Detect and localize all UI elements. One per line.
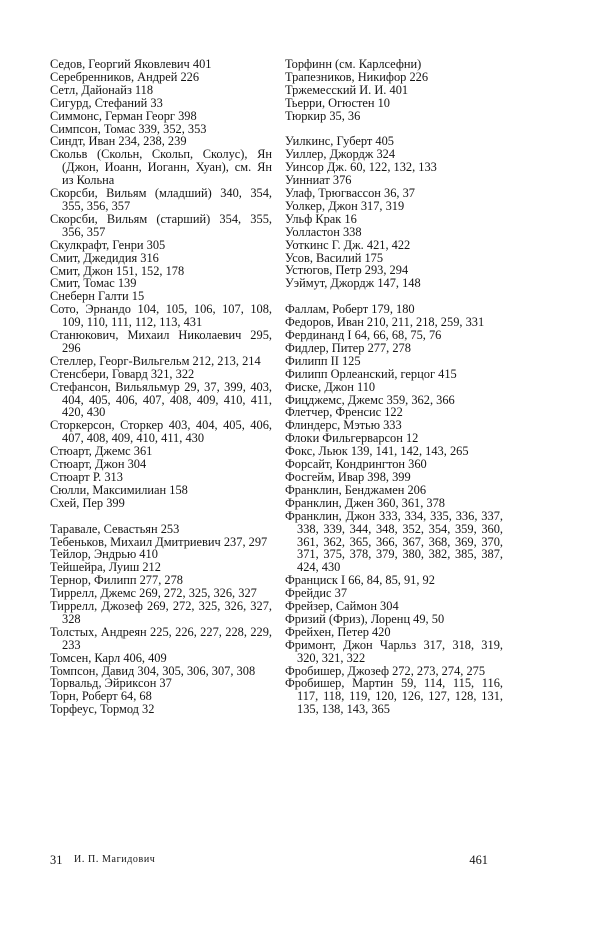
index-entry: Уолластон 338 (285, 224, 362, 239)
index-entry: Скулкрафт, Генри 305 (50, 237, 166, 252)
index-entry: Симмонс, Герман Георг 398 (50, 108, 197, 123)
index-entry: Станюкович, Михаил Николаевич 295, 296 (50, 328, 272, 355)
index-entry: Франклин, Бенджамен 206 (285, 482, 427, 497)
index-entry: Стюарт, Джон 304 (50, 457, 147, 472)
index-entry: Уолкер, Джон 317, 319 (285, 198, 405, 213)
index-entry: Тиррелл, Джозеф 269, 272, 325, 326, 327, 328 (50, 599, 272, 626)
index-entry: Тиррелл, Джемс 269, 272, 325, 326, 327 (50, 586, 257, 601)
index-entry: Фосгейм, Ивар 398, 399 (285, 469, 411, 484)
index-entry: Схей, Пер 399 (50, 495, 125, 510)
index-entry: Тейлор, Эндрью 410 (50, 547, 158, 562)
index-entry: Скорсби, Вильям (младший) 340, 354, 355, 356, 357 (50, 186, 272, 213)
index-entry: Скорсби, Вильям (старший) 354, 355, 356, 357 (50, 211, 272, 239)
index-entry: Уоткинс Г. Дж. 421, 422 (285, 237, 411, 252)
index-entry: Стюарт Р. 313 (50, 470, 123, 484)
index-entry: Торфинн (см. Карлсефни) (285, 57, 422, 71)
page-footer (50, 853, 488, 869)
index-entry: Фицджемс, Джемс 359, 362, 366 (285, 392, 455, 407)
index-entry: Смит, Томас 139 (50, 276, 137, 291)
index-entry: Тржемесский И. И. 401 (285, 82, 409, 97)
index-entry: Флоки Фильгерварсон 12 (285, 431, 419, 446)
index-entry: Сюлли, Максимилиан 158 (50, 482, 188, 497)
index-entry: Фрейхен, Петер 420 (285, 624, 391, 639)
index-entry: Фризий (Фриз), Лоренц 49, 50 (285, 611, 445, 626)
index-entry: Фокс, Льюк 139, 141, 142, 143, 265 (285, 444, 469, 459)
index-entry: Фиске, Джон 110 (285, 379, 376, 394)
index-entry: Толстых, Андреян 225, 226, 227, 228, 229, 233 (50, 624, 272, 652)
signature-number: 31 (50, 853, 63, 867)
index-entry: Уэймут, Джордж 147, 148 (285, 276, 421, 291)
index-entry: Фаллам, Роберт 179, 180 (285, 302, 415, 317)
index-entry: Флиндерс, Мэтью 333 (285, 418, 402, 433)
index-entry: Симпсон, Томас 339, 352, 353 (50, 121, 207, 136)
index-entry: Фробишер, Джозеф 272, 273, 274, 275 (285, 663, 486, 678)
index-entry: Смит, Джедидия 316 (50, 250, 159, 265)
page-number: 461 (469, 853, 488, 867)
index-entry: Улаф, Трюгвассон 36, 37 (285, 186, 415, 201)
index-entry: Фрейзер, Саймон 304 (285, 599, 399, 614)
signature-author: И. П. Магидович (74, 854, 156, 865)
index-entry: Федоров, Иван 210, 211, 218, 259, 331 (285, 315, 485, 330)
index-entry: Форсайт, Кондрингтон 360 (285, 457, 427, 472)
index-entry: Сигурд, Стефаний 33 (50, 95, 163, 110)
index-entry: Трапезников, Никифор 226 (285, 69, 429, 84)
index-entry: Серебренников, Андрей 226 (50, 69, 200, 84)
index-entry: Фидлер, Питер 277, 278 (285, 340, 411, 355)
index-entry: Стюарт, Джемс 361 (50, 444, 153, 459)
index-entry: Уинниат 376 (285, 173, 352, 188)
index-entry: Уилкинс, Губерт 405 (285, 134, 394, 149)
index-entry: Стефансон, Вильяльмур 29, 37, 399, 403, 404, 405, 406, 407, 408, 409, 410, 411, 420, 430 (50, 379, 272, 420)
index-entry: Франциск I 66, 84, 85, 91, 92 (285, 573, 435, 588)
index-entry: Смит, Джон 151, 152, 178 (50, 263, 185, 278)
index-entry: Таравале, Севастьян 253 (50, 521, 180, 536)
index-entry: Филипп II 125 (285, 353, 361, 368)
index-entry: Тебеньков, Михаил Дмитриевич 237, 297 (50, 534, 268, 549)
index-entry: Флетчер, Френсис 122 (285, 405, 403, 420)
index-entry: Томпсон, Давид 304, 305, 306, 307, 308 (50, 663, 256, 678)
index-entry: Тюркир 35, 36 (285, 108, 361, 123)
index-entry: Франклин, Джен 360, 361, 378 (285, 495, 446, 510)
index-entry: Тьерри, Огюстен 10 (285, 95, 390, 110)
index-entry: Фробишер, Мартин 59, 114, 115, 116, 117, 118, 119, 120, 126, 127, 128, 131, 135, 138, 143, 365 (285, 676, 503, 717)
index-entry: Торвальд, Эйриксон 37 (50, 676, 172, 691)
index-entry: Тернор, Филипп 277, 278 (50, 573, 183, 588)
index-entry: Ульф Крак 16 (285, 211, 357, 226)
index-entry: Сетл, Дайонайз 118 (50, 82, 154, 97)
index-entry: Фримонт, Джон Чарльз 317, 318, 319, 320, 321, 322 (285, 637, 503, 665)
index-entry: Седов, Георгий Яковлевич 401 (50, 57, 212, 71)
index-entry: Стеллер, Георг-Вильгельм 212, 213, 214 (50, 353, 261, 368)
index-entry: Скольв (Скольн, Скольп, Сколус), Ян (Джон, Иоанн, Иоганн, Хуан), см. Ян из Кольна (50, 147, 272, 188)
index-entry: Снеберн Галти 15 (50, 289, 145, 304)
index-entry: Торн, Роберт 64, 68 (50, 689, 152, 704)
index-entry: Сото, Эрнандо 104, 105, 106, 107, 108, 109, 110, 111, 112, 113, 431 (50, 302, 272, 330)
index-column-right (285, 58, 503, 716)
index-entry: Торфеус, Тормод 32 (50, 702, 155, 717)
index-entry: Уинсор Дж. 60, 122, 132, 133 (285, 160, 437, 175)
index-entry: Сторкерсон, Сторкер 403, 404, 405, 406, 407, 408, 409, 410, 411, 430 (50, 418, 272, 446)
index-entry: Тейшейра, Луиш 212 (50, 560, 161, 575)
index-entry: Филипп Орлеанский, герцог 415 (285, 366, 457, 381)
index-entry: Франклин, Джон 333, 334, 335, 336, 337, 338, 339, 344, 348, 352, 354, 359, 360, 361, 362, 365, 366, 367, 368, 369, 370, 371, 375, 378, 379, 380, 382, 385, 387, 424, 430 (285, 508, 503, 575)
index-entry: Уиллер, Джордж 324 (285, 147, 396, 162)
index-entry: Стенсбери, Говард 321, 322 (50, 366, 195, 381)
index-entry: Синдт, Иван 234, 238, 239 (50, 134, 187, 149)
index-entry: Томсен, Карл 406, 409 (50, 650, 167, 665)
index-entry: Усов, Василий 175 (285, 250, 384, 265)
index-column-left (50, 58, 272, 716)
index-entry: Фрейдис 37 (285, 586, 348, 601)
index-entry: Устюгов, Петр 293, 294 (285, 263, 409, 278)
index-entry: Фердинанд I 64, 66, 68, 75, 76 (285, 328, 442, 342)
